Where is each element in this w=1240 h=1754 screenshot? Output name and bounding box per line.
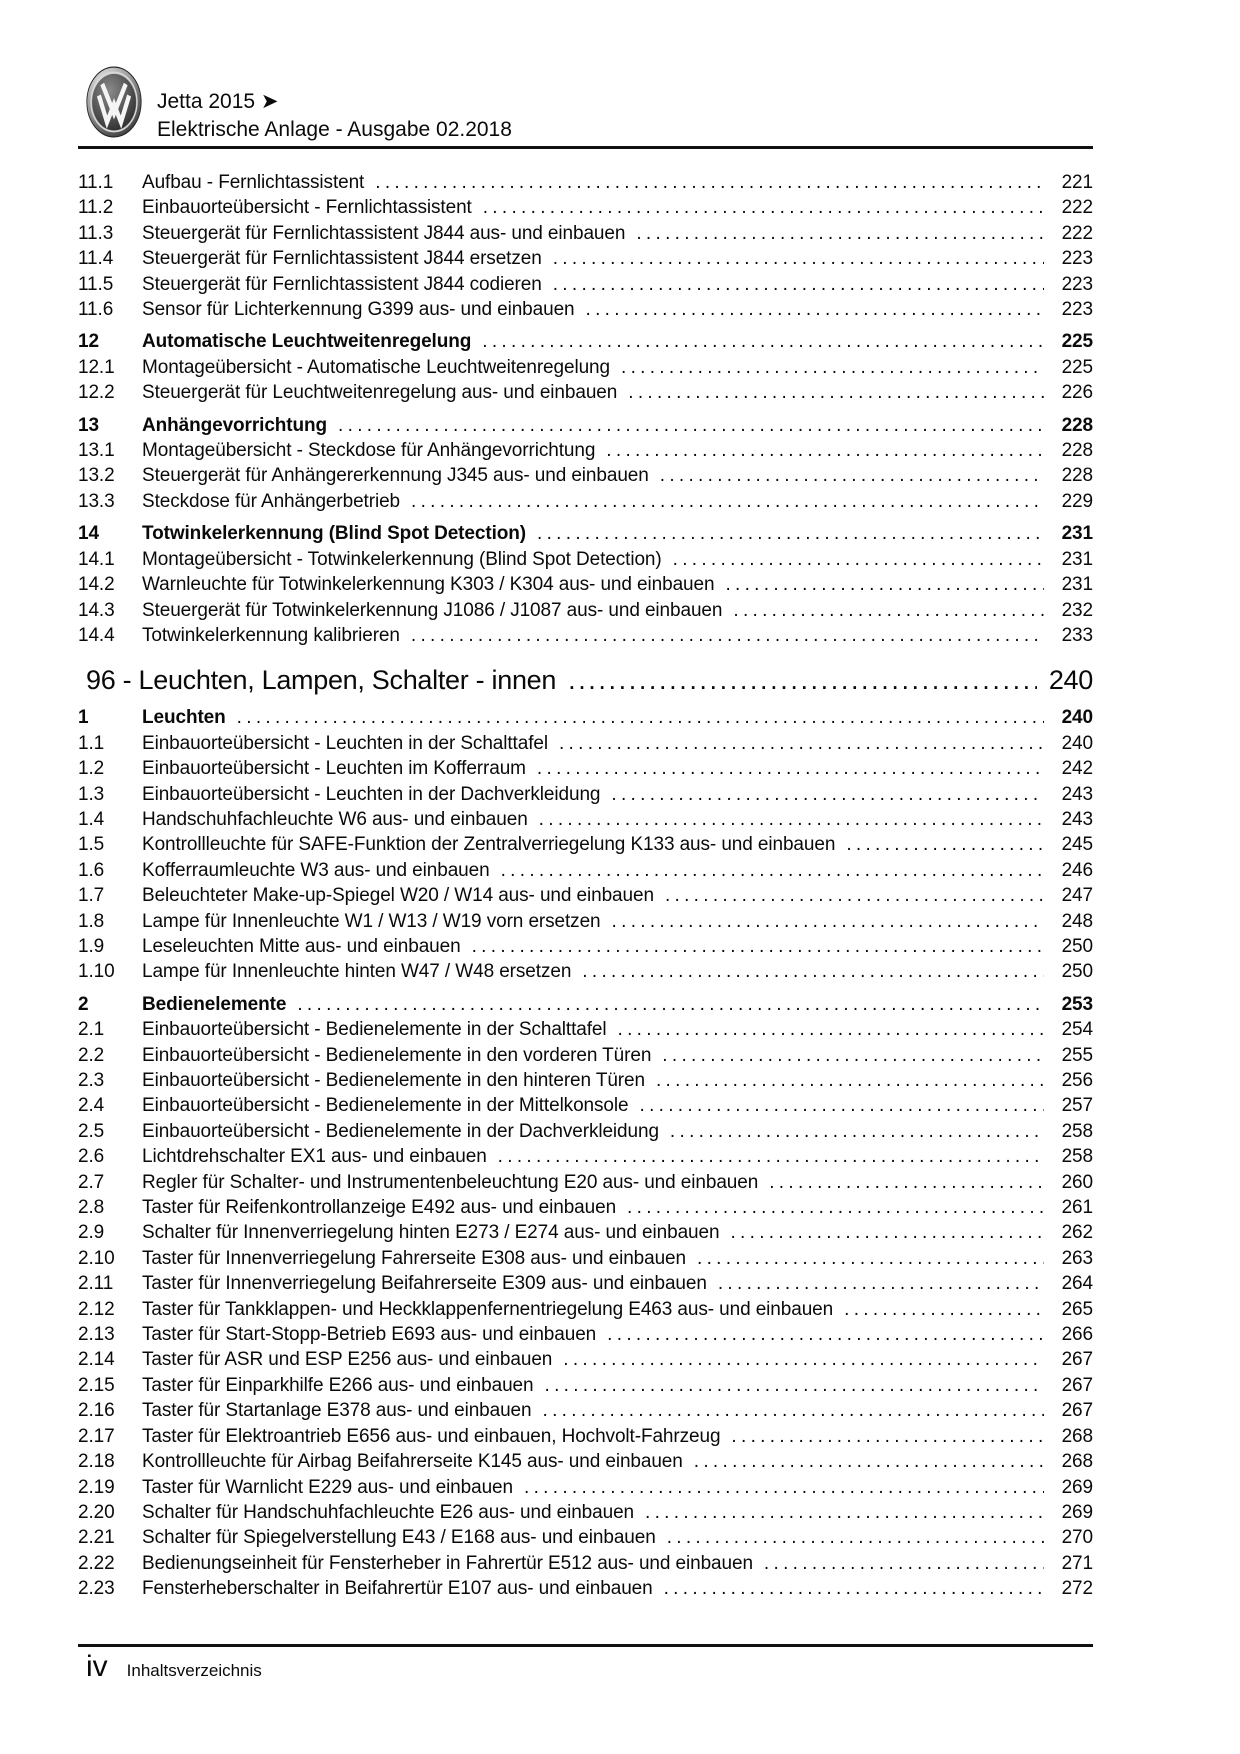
toc-entry-number: 2.14 — [78, 1349, 115, 1371]
toc-entry-page: 268 — [1061, 1425, 1093, 1447]
dot-leader — [483, 195, 1044, 220]
toc-entry-page: 243 — [1061, 808, 1093, 830]
toc-entry-title: Bedienelemente — [142, 993, 287, 1015]
toc-entry-page: 260 — [1061, 1171, 1093, 1193]
dot-leader — [844, 1297, 1044, 1322]
toc-entry-title: Automatische Leuchtweitenregelung — [142, 331, 472, 353]
toc-entry-number: 2.11 — [78, 1273, 114, 1295]
toc-entry-page: 246 — [1061, 859, 1093, 881]
dot-leader — [618, 1017, 1044, 1042]
toc-row[interactable] — [78, 909, 1093, 934]
dot-leader — [627, 1195, 1044, 1220]
toc-row[interactable] — [78, 547, 1093, 572]
dot-leader — [375, 170, 1044, 195]
toc-entry-title: Warnleuchte für Totwinkelerkennung K303 / K304 aus- und einbauen — [142, 574, 715, 596]
dot-leader — [553, 272, 1044, 297]
toc-row[interactable] — [78, 246, 1093, 271]
toc-entry-number: 1.3 — [78, 783, 105, 805]
toc-entry-number: 11.6 — [78, 299, 114, 321]
dot-leader — [725, 572, 1044, 597]
toc-row[interactable] — [78, 1297, 1093, 1322]
dot-leader — [764, 1551, 1044, 1576]
toc-row[interactable] — [78, 170, 1093, 195]
dot-leader — [731, 1424, 1044, 1449]
toc-row[interactable] — [78, 1551, 1093, 1576]
toc-entry-title: Totwinkelerkennung kalibrieren — [142, 624, 400, 646]
toc-row[interactable] — [78, 1424, 1093, 1449]
toc-entry-page: 225 — [1061, 356, 1093, 378]
dot-leader — [537, 521, 1044, 546]
toc-row[interactable] — [78, 1017, 1093, 1042]
toc-row[interactable] — [78, 623, 1093, 648]
toc-entry-title: Taster für ASR und ESP E256 aus- und einbauen — [142, 1349, 553, 1371]
dot-leader — [537, 756, 1044, 781]
toc-entry-number: 14.3 — [78, 599, 115, 621]
toc-entry-page: 223 — [1061, 273, 1093, 295]
toc-entry-number: 11.5 — [78, 273, 114, 295]
toc-entry-page: 255 — [1061, 1044, 1093, 1066]
toc-row[interactable] — [78, 1373, 1093, 1398]
toc-entry-page: 222 — [1061, 197, 1093, 219]
toc-entry-title: Beleuchteter Make-up-Spiegel W20 / W14 aus- und einbauen — [142, 885, 654, 907]
toc-entry-number: 11.4 — [78, 248, 114, 270]
toc-entry-page: 223 — [1061, 248, 1093, 270]
toc-row[interactable] — [78, 1576, 1093, 1601]
dot-leader — [667, 1525, 1044, 1550]
toc-entry-number: 2.20 — [78, 1501, 115, 1523]
toc-entry-number: 13.1 — [78, 440, 115, 462]
toc-entry-number: 2.2 — [78, 1044, 105, 1066]
toc-entry-page: 269 — [1061, 1476, 1093, 1498]
toc-entry-number: 1.10 — [78, 961, 115, 983]
dot-leader — [639, 1093, 1044, 1118]
toc-entry-title: Lampe für Innenleuchte W1 / W13 / W19 vorn ersetzen — [142, 910, 601, 932]
dot-leader — [498, 1144, 1044, 1169]
toc-row[interactable] — [78, 1144, 1093, 1169]
toc-entry-title: Aufbau - Fernlichtassistent — [142, 172, 365, 193]
toc-row[interactable] — [78, 380, 1093, 405]
toc-row[interactable] — [78, 1246, 1093, 1271]
toc-entry-number: 2.17 — [78, 1425, 115, 1447]
toc-entry-number: 2.22 — [78, 1552, 115, 1574]
toc-entry-number: 2.6 — [78, 1146, 105, 1168]
toc-entry-title: Anhängevorrichtung — [142, 414, 328, 436]
toc-entry-number: 14.4 — [78, 624, 115, 646]
toc-entry-number: 14.1 — [78, 548, 115, 570]
dot-leader — [621, 355, 1044, 380]
toc-row[interactable] — [78, 195, 1093, 220]
dot-leader — [664, 1576, 1044, 1601]
toc-entry-title: Steuergerät für Fernlichtassistent J844 ersetzen — [142, 248, 542, 270]
toc-entry-title: Einbauorteübersicht - Bedienelemente in der Dachverkleidung — [142, 1120, 659, 1142]
toc-row[interactable] — [78, 521, 1093, 546]
toc-row[interactable] — [78, 329, 1093, 354]
toc-row[interactable] — [78, 1347, 1093, 1372]
toc-entry-number: 13.3 — [78, 490, 115, 512]
toc-entry-page: 226 — [1061, 382, 1093, 404]
dot-leader — [769, 1170, 1044, 1195]
toc-entry-page: 228 — [1061, 414, 1093, 436]
toc-row[interactable] — [78, 782, 1093, 807]
dot-leader — [730, 1220, 1044, 1245]
toc-entry-number: 2.10 — [78, 1247, 115, 1269]
toc-entry-page: 261 — [1061, 1197, 1093, 1219]
header-rule — [78, 146, 1093, 149]
toc-entry-page: 256 — [1061, 1070, 1093, 1091]
toc-row[interactable] — [78, 297, 1093, 322]
toc-entry-page: 245 — [1061, 834, 1093, 856]
toc-row[interactable] — [78, 1068, 1093, 1093]
dot-leader — [411, 623, 1044, 648]
toc-entry-page: 258 — [1061, 1146, 1093, 1168]
toc-entry-page: 231 — [1061, 548, 1093, 570]
dot-leader — [607, 1322, 1044, 1347]
toc-entry-page: 262 — [1061, 1222, 1093, 1244]
toc-entry-number: 2.15 — [78, 1374, 115, 1396]
toc-entry-number: 11.3 — [78, 222, 114, 244]
toc-entry-title: Einbauorteübersicht - Fernlichtassistent — [142, 197, 472, 219]
dot-leader — [606, 438, 1044, 463]
toc-entry-number: 1.4 — [78, 808, 105, 830]
toc-row[interactable] — [78, 1398, 1093, 1423]
toc-entry-page: 233 — [1061, 624, 1093, 646]
toc-list — [78, 170, 1093, 1602]
toc-entry-number: 12.1 — [78, 356, 115, 378]
toc-entry-page: 267 — [1061, 1400, 1093, 1422]
toc-row[interactable] — [78, 463, 1093, 488]
toc-entry-title: Montageübersicht - Totwinkelerkennung (Blind Spot Detection) — [142, 548, 662, 570]
dot-leader — [612, 909, 1044, 934]
toc-entry-page: 240 — [1048, 665, 1093, 696]
toc-entry-title: Einbauorteübersicht - Bedienelemente in den vorderen Türen — [142, 1044, 652, 1066]
toc-entry-number: 12 — [78, 331, 99, 353]
dot-leader — [582, 959, 1044, 984]
toc-row[interactable] — [78, 705, 1093, 730]
toc-entry-number: 14 — [78, 523, 99, 545]
toc-entry-page: 248 — [1061, 910, 1093, 932]
toc-entry-number: 2.3 — [78, 1070, 105, 1091]
toc-row[interactable] — [78, 883, 1093, 908]
dot-leader — [553, 246, 1044, 271]
toc-entry-title: Kontrollleuchte für SAFE-Funktion der Zentralverriegelung K133 aus- und einbauen — [142, 834, 836, 856]
toc-row[interactable] — [78, 1525, 1093, 1550]
toc-entry-number: 2.9 — [78, 1222, 105, 1244]
toc-entry-page: 250 — [1061, 961, 1093, 983]
toc-row[interactable] — [78, 934, 1093, 959]
toc-entry-title: Steuergerät für Fernlichtassistent J844 codieren — [142, 273, 542, 295]
toc-entry-number: 2.13 — [78, 1324, 115, 1346]
dot-leader — [628, 380, 1044, 405]
toc-entry-title: Taster für Innenverriegelung Fahrerseite E308 aus- und einbauen — [142, 1247, 686, 1269]
toc-entry-title: Bedienungseinheit für Fensterheber in Fahrertür E512 aus- und einbauen — [142, 1552, 753, 1574]
toc-entry-title: Totwinkelerkennung (Blind Spot Detection) — [142, 523, 526, 545]
dot-leader — [472, 934, 1044, 959]
toc-entry-title: Einbauorteübersicht - Bedienelemente in der Schalttafel — [142, 1019, 607, 1041]
toc-entry-title: Taster für Start-Stopp-Betrieb E693 aus- und einbauen — [142, 1324, 597, 1346]
toc-entry-page: 266 — [1061, 1324, 1093, 1346]
dot-leader — [524, 1475, 1044, 1500]
dot-leader — [297, 992, 1044, 1017]
toc-entry-page: 223 — [1061, 299, 1093, 321]
toc-entry-page: 228 — [1061, 440, 1093, 462]
dot-leader — [670, 1119, 1044, 1144]
toc-entry-page: 263 — [1061, 1247, 1093, 1269]
toc-entry-number: 12.2 — [78, 382, 115, 404]
toc-entry-page: 267 — [1061, 1349, 1093, 1371]
dot-leader — [694, 1449, 1044, 1474]
footer-rule — [78, 1644, 1093, 1647]
page-footer — [86, 1650, 262, 1684]
toc-entry-number: 1.1 — [78, 732, 105, 754]
footer-page-number: iv — [86, 1650, 108, 1683]
toc-row[interactable] — [78, 1220, 1093, 1245]
toc-entry-page: 258 — [1061, 1120, 1093, 1142]
dot-leader — [846, 832, 1044, 857]
footer-label: Inhaltsverzeichnis — [126, 1661, 262, 1680]
toc-entry-number: 11.2 — [78, 197, 114, 219]
toc-row[interactable] — [78, 489, 1093, 514]
dot-leader — [482, 329, 1044, 354]
dot-leader — [539, 807, 1044, 832]
toc-entry-title: Montageübersicht - Steckdose für Anhängevorrichtung — [142, 440, 596, 462]
dot-leader — [586, 297, 1044, 322]
toc-entry-page: 250 — [1061, 935, 1093, 957]
dot-leader — [501, 858, 1044, 883]
toc-entry-title: Taster für Warnlicht E229 aus- und einbauen — [142, 1476, 513, 1498]
toc-entry-title: Lampe für Innenleuchte hinten W47 / W48 ersetzen — [142, 961, 572, 983]
dot-leader — [697, 1246, 1044, 1271]
toc-entry-title: Schalter für Handschuhfachleuchte E26 aus- und einbauen — [142, 1501, 635, 1523]
toc-row[interactable] — [78, 858, 1093, 883]
toc-entry-page: 253 — [1061, 993, 1093, 1015]
toc-entry-page: 243 — [1061, 783, 1093, 805]
toc-entry-page: 271 — [1061, 1552, 1093, 1574]
toc-entry-title: Steuergerät für Fernlichtassistent J844 aus- und einbauen — [142, 222, 626, 244]
toc-row[interactable] — [78, 992, 1093, 1017]
toc-entry-page: 272 — [1061, 1578, 1093, 1600]
toc-entry-number: 14.2 — [78, 574, 115, 596]
toc-entry-number: 1.5 — [78, 834, 105, 856]
toc-row[interactable] — [78, 1500, 1093, 1525]
toc-entry-page: 222 — [1061, 222, 1093, 244]
dot-leader — [673, 547, 1044, 572]
toc-entry-title: Leuchten — [142, 707, 226, 729]
toc-row[interactable] — [78, 1170, 1093, 1195]
dot-leader — [645, 1500, 1044, 1525]
toc-row[interactable] — [78, 1119, 1093, 1144]
toc-entry-title: Kontrollleuchte für Airbag Beifahrerseite K145 aus- und einbauen — [142, 1451, 683, 1473]
dot-leader — [636, 221, 1044, 246]
toc-entry-title: Taster für Reifenkontrollanzeige E492 aus- und einbauen — [142, 1197, 617, 1219]
dot-leader — [733, 598, 1044, 623]
toc-entry-page: 270 — [1061, 1527, 1093, 1549]
toc-entry-number: 1.6 — [78, 859, 105, 881]
toc-entry-page: 254 — [1061, 1019, 1093, 1041]
toc-entry-number: 1.8 — [78, 910, 105, 932]
toc-entry-title: Einbauorteübersicht - Leuchten im Kofferraum — [142, 758, 526, 780]
toc-row[interactable] — [78, 807, 1093, 832]
toc-entry-number: 13 — [78, 414, 99, 436]
toc-entry-title: Kofferraumleuchte W3 aus- und einbauen — [142, 859, 490, 881]
toc-entry-number: 11.1 — [78, 172, 114, 193]
toc-row[interactable] — [78, 413, 1093, 438]
toc-entry-title: Steuergerät für Totwinkelerkennung J1086 / J1087 aus- und einbauen — [142, 599, 723, 621]
toc-entry-page: 231 — [1061, 523, 1093, 545]
toc-entry-page: 228 — [1061, 465, 1093, 487]
toc-entry-number: 2.5 — [78, 1120, 105, 1142]
toc-row[interactable] — [78, 1195, 1093, 1220]
toc-entry-title: Einbauorteübersicht - Leuchten in der Schalttafel — [142, 732, 548, 754]
toc-entry-page: 268 — [1061, 1451, 1093, 1473]
toc-row[interactable] — [78, 832, 1093, 857]
toc-row[interactable] — [78, 355, 1093, 380]
toc-entry-number: 1.9 — [78, 935, 105, 957]
dot-leader — [665, 883, 1044, 908]
toc-row[interactable] — [78, 598, 1093, 623]
toc-entry-page: 247 — [1061, 885, 1093, 907]
toc-entry-number: 2.8 — [78, 1197, 105, 1219]
toc-entry-number: 2.12 — [78, 1298, 115, 1320]
toc-entry-title: Taster für Startanlage E378 aus- und einbauen — [142, 1400, 532, 1422]
dot-leader — [662, 1043, 1044, 1068]
toc-row[interactable] — [78, 1043, 1093, 1068]
toc-row[interactable] — [78, 1449, 1093, 1474]
toc-entry-title: Taster für Elektroantrieb E656 aus- und einbauen, Hochvolt-Fahrzeug — [142, 1425, 721, 1447]
dot-leader — [718, 1271, 1044, 1296]
toc-entry-page: 231 — [1061, 574, 1093, 596]
toc-row[interactable] — [78, 272, 1093, 297]
toc-entry-title: Einbauorteübersicht - Leuchten in der Dachverkleidung — [142, 783, 601, 805]
toc-row[interactable] — [78, 1322, 1093, 1347]
toc-row[interactable] — [78, 756, 1093, 781]
toc-entry-title: Fensterheberschalter in Beifahrertür E107 aus- und einbauen — [142, 1578, 653, 1600]
toc-entry-title: Leseleuchten Mitte aus- und einbauen — [142, 935, 461, 957]
toc-entry-page: 221 — [1061, 172, 1093, 193]
toc-entry-number: 2.19 — [78, 1476, 115, 1498]
toc-entry-title: Einbauorteübersicht - Bedienelemente in der Mittelkonsole — [142, 1095, 629, 1117]
dot-leader — [660, 463, 1044, 488]
toc-row[interactable] — [78, 1271, 1093, 1296]
toc-entry-title: 96 - Leuchten, Lampen, Schalter - innen — [86, 665, 557, 696]
dot-leader — [656, 1068, 1044, 1093]
toc-entry-number: 13.2 — [78, 465, 115, 487]
toc-row[interactable] — [78, 662, 1093, 698]
toc-entry-number: 2.7 — [78, 1171, 105, 1193]
toc-entry-number: 1.2 — [78, 758, 105, 780]
toc-row[interactable] — [78, 221, 1093, 246]
toc-entry-number: 2.21 — [78, 1527, 115, 1549]
toc-row[interactable] — [78, 1475, 1093, 1500]
dot-leader — [611, 782, 1044, 807]
toc-entry-page: 265 — [1061, 1298, 1093, 1320]
toc-entry-page: 229 — [1061, 490, 1093, 512]
toc-entry-number: 2.4 — [78, 1095, 105, 1117]
toc-entry-title: Lichtdrehschalter EX1 aus- und einbauen — [142, 1146, 487, 1168]
toc-entry-page: 269 — [1061, 1501, 1093, 1523]
dot-leader — [543, 1398, 1045, 1423]
toc-entry-page: 257 — [1061, 1095, 1093, 1117]
header-model-line: Jetta 2015 ➤ — [157, 90, 279, 113]
toc-entry-page: 242 — [1061, 758, 1093, 780]
dot-leader — [568, 662, 1037, 698]
toc-entry-title: Einbauorteübersicht - Bedienelemente in den hinteren Türen — [142, 1070, 645, 1091]
dot-leader — [237, 705, 1044, 730]
toc-row[interactable] — [78, 959, 1093, 984]
toc-entry-title: Schalter für Innenverriegelung hinten E273 / E274 aus- und einbauen — [142, 1222, 720, 1244]
toc-row[interactable] — [78, 1093, 1093, 1118]
toc-entry-title: Steuergerät für Leuchtweitenregelung aus- und einbauen — [142, 382, 618, 404]
toc-entry-title: Montageübersicht - Automatische Leuchtweitenregelung — [142, 356, 610, 378]
toc-entry-page: 225 — [1061, 331, 1093, 353]
toc-row[interactable] — [78, 572, 1093, 597]
dot-leader — [411, 489, 1044, 514]
toc-entry-title: Sensor für Lichterkennung G399 aus- und einbauen — [142, 299, 575, 321]
toc-entry-page: 232 — [1061, 599, 1093, 621]
toc-entry-title: Schalter für Spiegelverstellung E43 / E168 aus- und einbauen — [142, 1527, 656, 1549]
toc-row[interactable] — [78, 731, 1093, 756]
dot-leader — [338, 413, 1044, 438]
toc-entry-title: Taster für Tankklappen- und Heckklappenfernentriegelung E463 aus- und einbauen — [142, 1298, 834, 1320]
toc-entry-title: Taster für Einparkhilfe E266 aus- und einbauen — [142, 1374, 534, 1396]
toc-row[interactable] — [78, 438, 1093, 463]
toc-entry-title: Taster für Innenverriegelung Beifahrerseite E309 aus- und einbauen — [142, 1273, 707, 1295]
toc-entry-number: 2.1 — [78, 1019, 105, 1041]
toc-entry-title: Steuergerät für Anhängererkennung J345 aus- und einbauen — [142, 465, 649, 487]
toc-entry-number: 2.23 — [78, 1578, 115, 1600]
toc-entry-page: 240 — [1061, 732, 1093, 754]
toc-entry-title: Handschuhfachleuchte W6 aus- und einbauen — [142, 808, 528, 830]
header-manual-line: Elektrische Anlage - Ausgabe 02.2018 — [157, 117, 512, 141]
page-header — [78, 0, 1093, 150]
toc-entry-number: 2.16 — [78, 1400, 115, 1422]
dot-leader — [559, 731, 1044, 756]
toc-entry-number: 2 — [78, 993, 89, 1015]
toc-entry-number: 1 — [78, 707, 89, 729]
toc-entry-page: 267 — [1061, 1374, 1093, 1396]
toc-entry-title: Steckdose für Anhängerbetrieb — [142, 490, 400, 512]
toc-entry-title: Regler für Schalter- und Instrumentenbeleuchtung E20 aus- und einbauen — [142, 1171, 759, 1193]
toc-entry-number: 1.7 — [78, 885, 105, 907]
vw-logo-icon — [86, 66, 142, 138]
toc-entry-number: 2.18 — [78, 1451, 115, 1473]
dot-leader — [563, 1347, 1044, 1372]
dot-leader — [545, 1373, 1045, 1398]
toc-entry-page: 240 — [1061, 707, 1093, 729]
toc-entry-page: 264 — [1061, 1273, 1093, 1295]
